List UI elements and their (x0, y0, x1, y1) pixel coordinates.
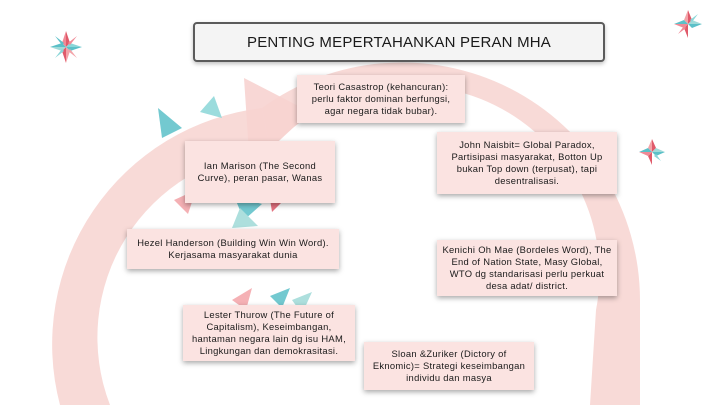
box-teori-text: Teori Casastrop (kehancuran): perlu faktor dominan berfungsi, agar negara tidak bubar). (311, 81, 451, 116)
box-lester-text: Lester Thurow (The Future of Capitalism), Keseimbangan, hantaman negara lain dg isu HAM, Lingkungan dan demokrasitasi. (192, 309, 346, 356)
box-kenichi-oh-mae (437, 240, 617, 296)
box-ian-text: Ian Marison (The Second Curve), peran pasar, Wanas (197, 160, 323, 183)
box-sloan-text: Sloan &Zuriker (Dictory of Eknomic)= Strategi keseimbangan individu dan masya (372, 348, 526, 383)
box-john-naisbit (437, 132, 617, 194)
box-sloan-zuriker (364, 342, 534, 390)
box-hezel-handerson (127, 229, 339, 269)
flower-icon-top-right (674, 10, 702, 38)
flower-icon-right (639, 139, 665, 165)
box-hezel-text: Hezel Handerson (Building Win Win Word). Kerjasama masyarakat dunia (137, 237, 329, 260)
page-title-text: PENTING MEPERTAHANKAN PERAN MHA (246, 33, 552, 51)
flower-icon-top-left (50, 31, 82, 63)
box-john-text: John Naisbit= Global Paradox, Partisipasi masyarakat, Botton Up bukan Top down (terpusat), tapi desentralisasi. (451, 139, 603, 186)
box-ian-marison (185, 141, 335, 203)
page-title (193, 22, 605, 62)
box-kenichi-text: Kenichi Oh Mae (Bordeles Word), The End of Nation State, Masy Global, WTO dg standarisasi perlu perkuat desa adat/ district. (442, 244, 612, 291)
box-teori-casastrop (297, 75, 465, 123)
box-lester-thurow (183, 305, 355, 361)
